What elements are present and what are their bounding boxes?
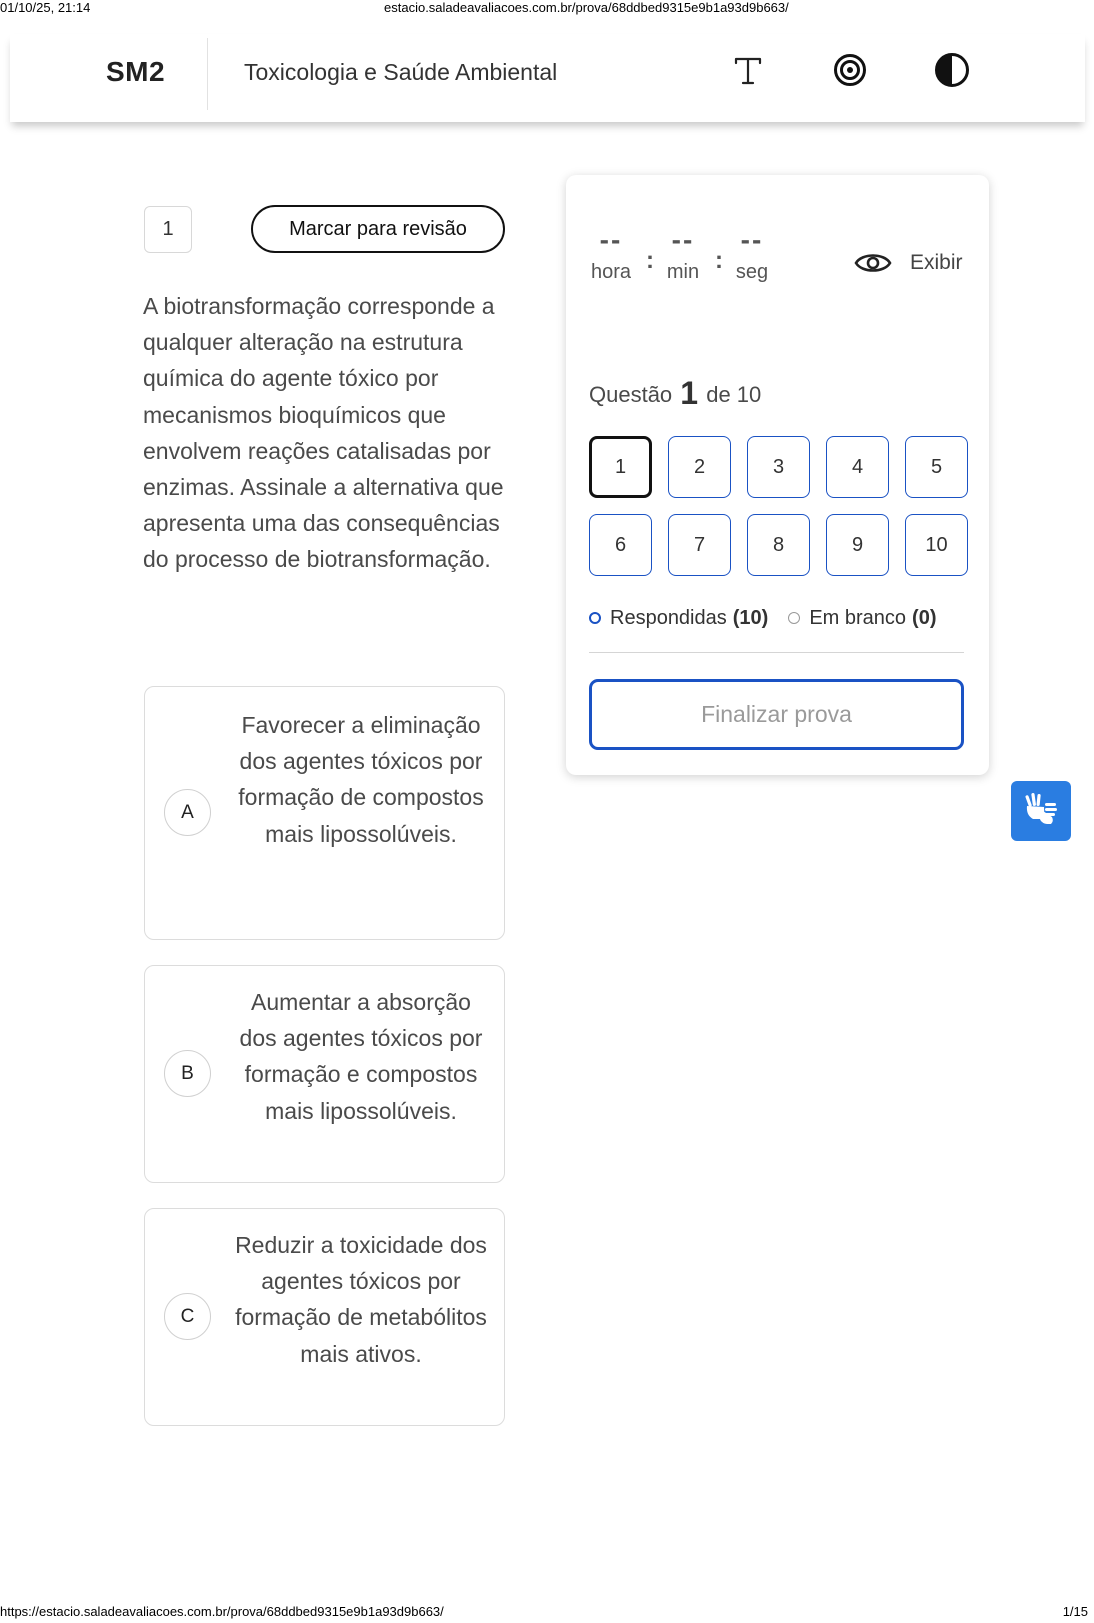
timer-seconds-value: --	[740, 224, 764, 255]
contrast-icon[interactable]	[932, 50, 972, 90]
option-letter: C	[164, 1293, 211, 1340]
timer-hours	[588, 225, 634, 285]
legend-answered	[589, 607, 768, 630]
timer-hours-label: hora	[590, 261, 632, 283]
timer-minutes-label: min	[666, 261, 700, 283]
question-legend	[589, 603, 937, 633]
option-text: Favorecer a eliminação dos agentes tóxicos por formação de compostos mais lipossolúveis.	[238, 712, 484, 847]
question-text: A biotransformação corresponde a qualquer alteração na estrutura química do agente tóxico por mecanismos bioquímicos que envolvem reações catalisadas por enzimas. Assinale a alternativa que apresenta uma das consequências do processo de biotransformação.	[143, 293, 504, 573]
panel-divider	[589, 652, 964, 653]
legend-answered-label: Respondidas	[610, 606, 727, 629]
print-header	[0, 0, 1094, 16]
option-text: Reduzir a toxicidade dos agentes tóxicos por formação de metabólitos mais ativos.	[235, 1232, 487, 1367]
sign-language-button[interactable]	[1011, 781, 1071, 841]
option-b[interactable]	[144, 965, 505, 1183]
question-number: 1	[144, 206, 192, 253]
question-nav-button[interactable]: 8	[747, 514, 810, 576]
legend-blank-label: Em branco	[809, 606, 907, 629]
question-nav-button[interactable]: 4	[826, 436, 889, 498]
legend-blank	[788, 607, 936, 630]
question-progress	[589, 375, 761, 412]
logo[interactable]: SM2	[106, 56, 166, 87]
course-title: Toxicologia e Saúde Ambiental	[244, 59, 558, 85]
finish-exam-button[interactable]: Finalizar prova	[589, 679, 964, 750]
font-size-icon[interactable]	[728, 50, 768, 90]
print-page-counter: 1/15	[1062, 1604, 1088, 1619]
blank-dot-icon	[788, 612, 800, 624]
progress-prefix: Questão	[589, 382, 673, 407]
target-icon[interactable]	[830, 50, 870, 90]
progress-current: 1	[680, 375, 699, 411]
question-navigator	[589, 436, 969, 576]
question-nav-button[interactable]: 5	[905, 436, 968, 498]
print-footer	[0, 1604, 1094, 1620]
question-nav-button[interactable]: 7	[668, 514, 731, 576]
option-letter: A	[164, 789, 211, 836]
legend-answered-count: (10)	[732, 606, 769, 629]
question-nav-button[interactable]: 10	[905, 514, 968, 576]
timer-separator: :	[715, 247, 723, 274]
question-nav-button[interactable]: 3	[747, 436, 810, 498]
option-text: Aumentar a absorção dos agentes tóxicos por formação e compostos mais lipossolúveis.	[239, 989, 483, 1124]
timer-seconds-label: seg	[735, 261, 769, 283]
timer-separator: :	[646, 247, 654, 274]
exam-panel	[566, 175, 989, 775]
mark-for-review-button[interactable]: Marcar para revisão	[251, 205, 505, 253]
legend-blank-count: (0)	[912, 606, 937, 629]
print-datetime: 01/10/25, 21:14	[0, 0, 91, 15]
progress-suffix: de 10	[706, 382, 762, 407]
eye-icon	[854, 248, 892, 278]
answered-dot-icon	[589, 612, 601, 624]
timer	[588, 225, 788, 295]
print-url: estacio.saladeavaliacoes.com.br/prova/68ddbed9315e9b1a93d9b663/	[384, 0, 789, 15]
sign-language-hands-icon	[1021, 789, 1061, 834]
timer-hours-value: --	[599, 224, 623, 255]
option-letter: B	[164, 1050, 211, 1097]
show-timer-label: Exibir	[910, 251, 963, 274]
timer-seconds	[729, 225, 775, 285]
option-c[interactable]	[144, 1208, 505, 1426]
show-timer-button[interactable]	[854, 243, 963, 283]
app-header	[10, 34, 1085, 122]
question-nav-button[interactable]: 6	[589, 514, 652, 576]
question-nav-button[interactable]: 9	[826, 514, 889, 576]
option-a[interactable]	[144, 686, 505, 940]
question-nav-button[interactable]: 2	[668, 436, 731, 498]
timer-minutes-value: --	[671, 224, 695, 255]
question-nav-button[interactable]: 1	[589, 436, 652, 498]
timer-minutes	[660, 225, 706, 285]
header-divider	[207, 38, 208, 110]
print-url-full: https://estacio.saladeavaliacoes.com.br/prova/68ddbed9315e9b1a93d9b663/	[0, 1604, 444, 1619]
